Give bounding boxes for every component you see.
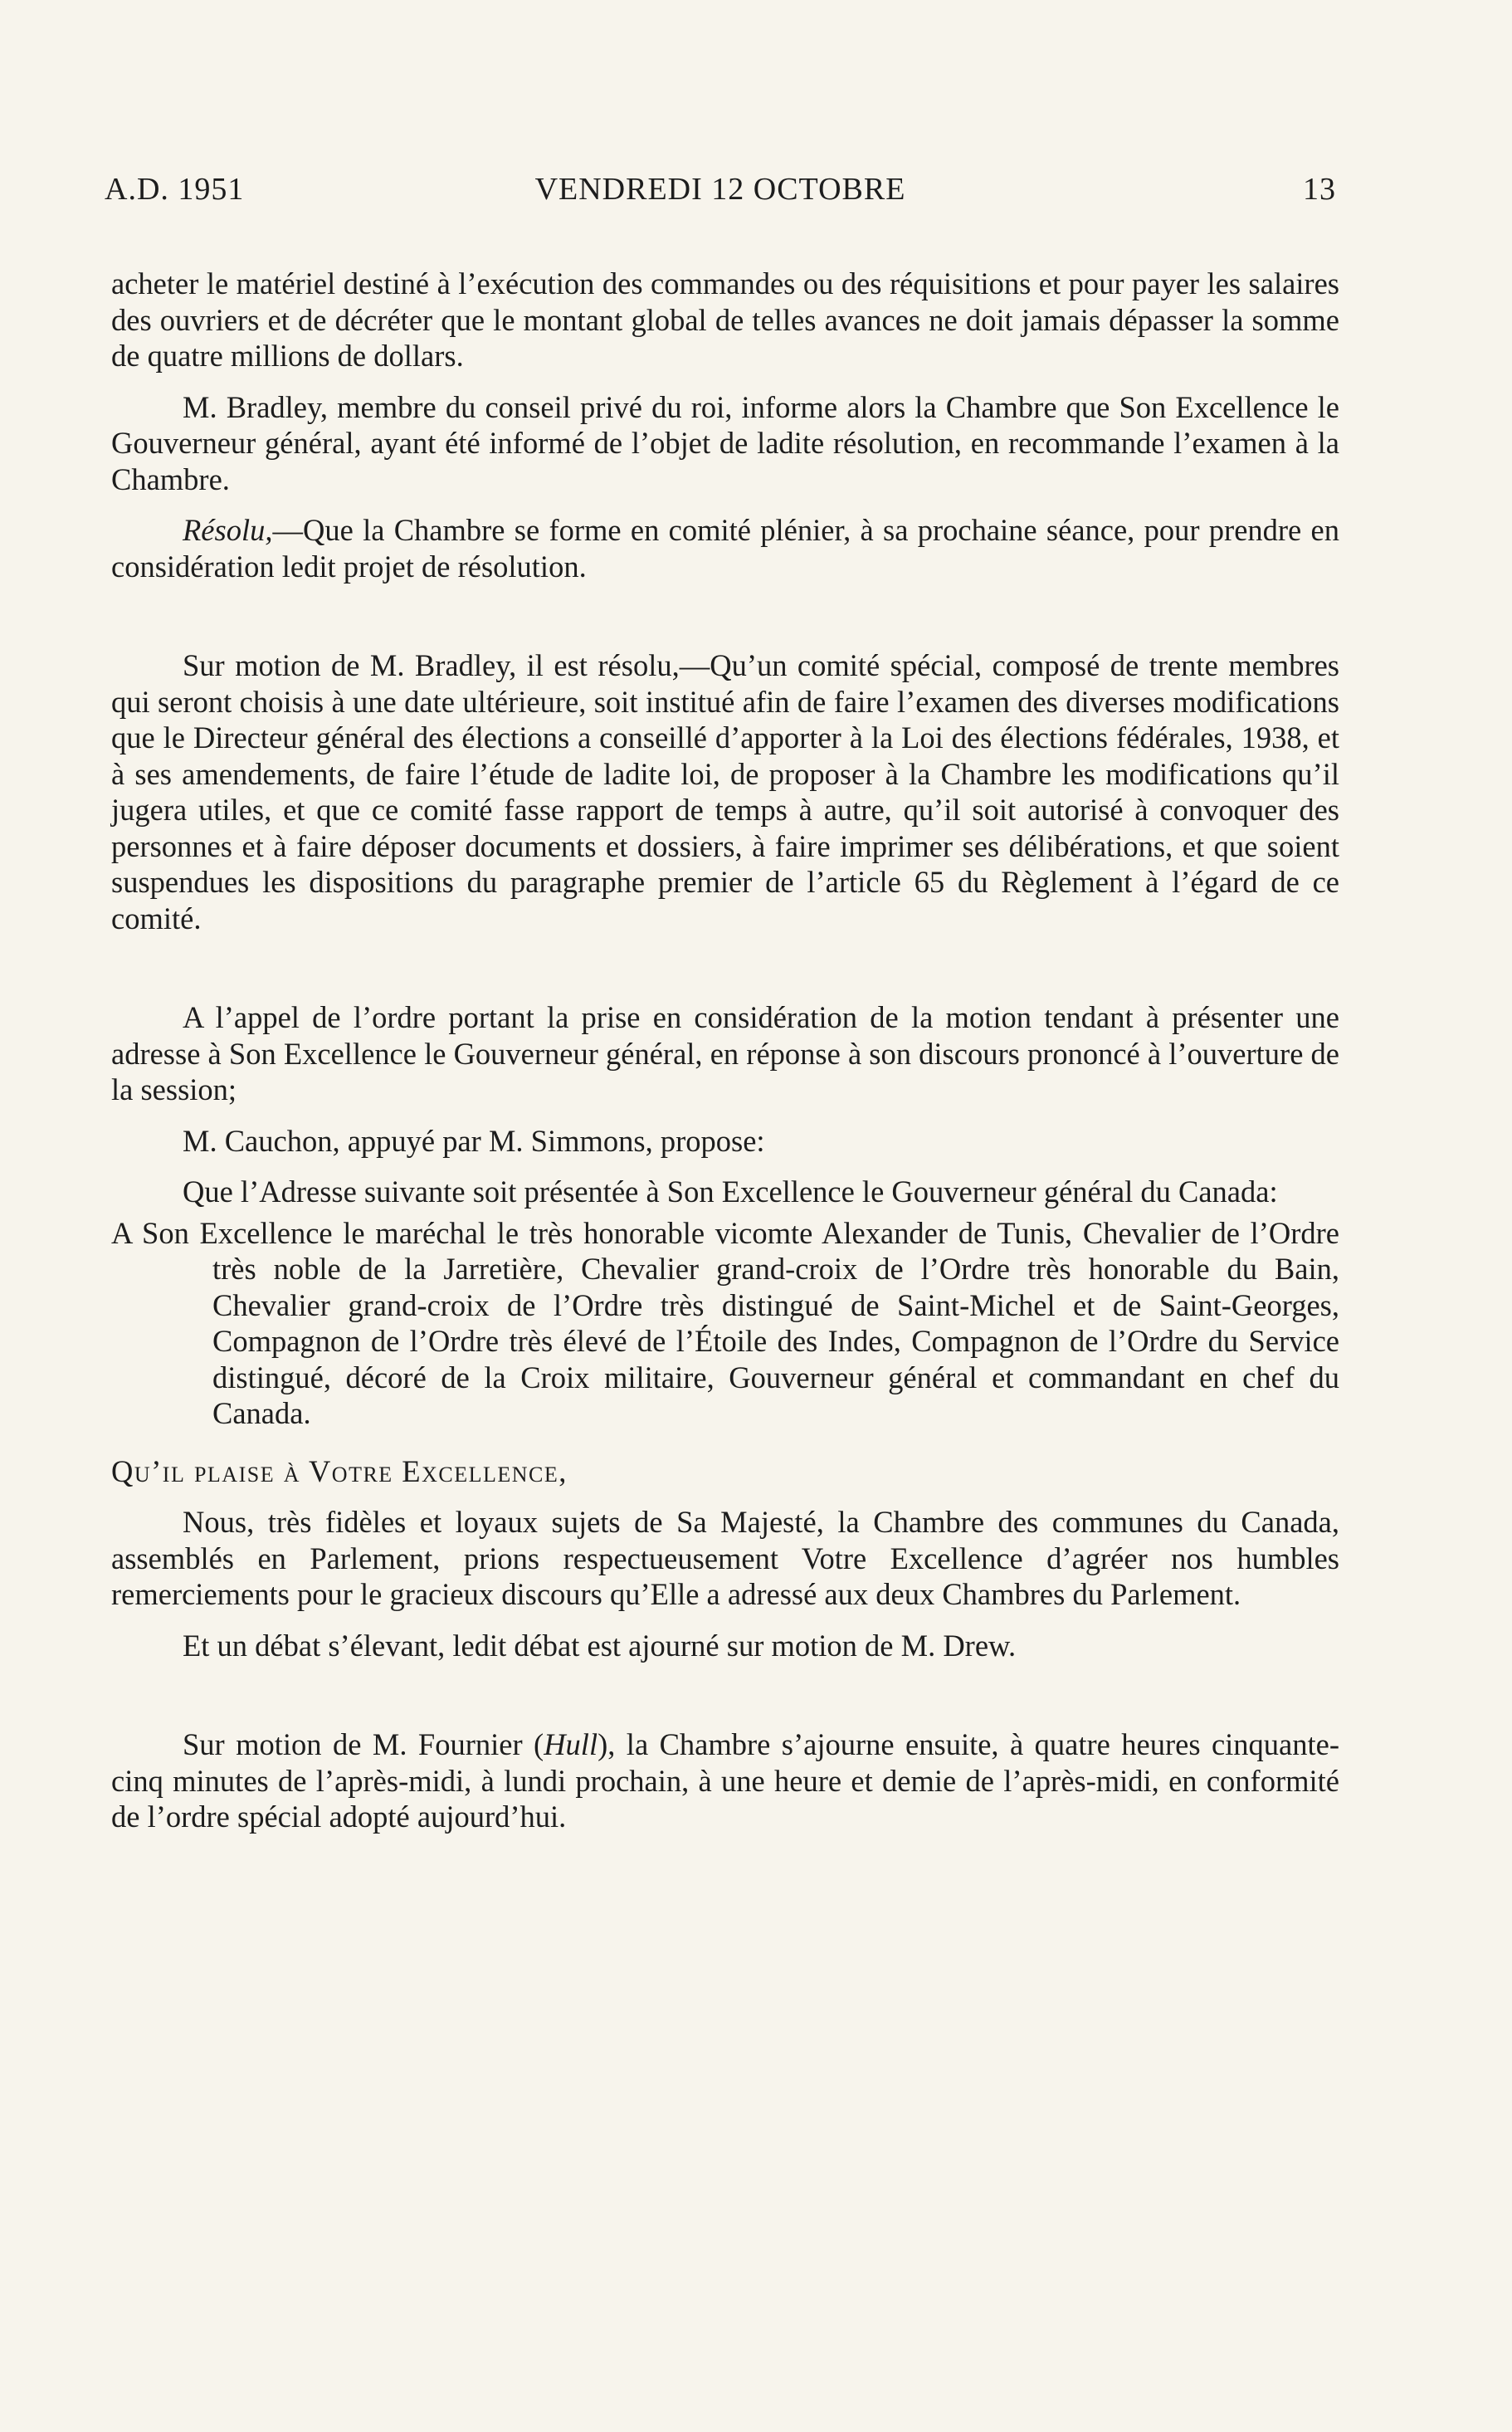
paragraph-special-committee: Sur motion de M. Bradley, il est résolu,—Qu’un comité spécial, composé de trente membres qui seront choisis à une date ultérieure, soit institué afin de faire l’examen des diverses modifications que le Directeur général des élections a conseillé d’apporter à la Loi des élections fédérales, 1938, et à ses amendements, de faire l’étude de ladite loi, de proposer à la Chambre les modifications qu’il jugera utiles, et que ce comité fasse rapport de temps à autre, qu’il soit autorisé à convoquer des personnes et à faire déposer documents et dossiers, à faire imprimer ses délibérations, et que soient suspendues les dispositions du paragraphe premier de l’article 65 du Règlement à l’égard de ce comité. xyxy=(111,648,1339,935)
paragraph-resolu xyxy=(111,512,1339,584)
paragraph-address-body: Nous, très fidèles et loyaux sujets de Sa Majesté, la Chambre des communes du Canada, assemblés en Parlement, prions respectueusement Votre Excellence d’agréer nos humbles remerciements pour le gracieux discours qu’Elle a adressé aux deux Chambres du Parlement. xyxy=(111,1505,1339,1611)
resolu-text: —Que la Chambre se forme en comité plénier, à sa prochaine séance, pour prendre en considération ledit projet de résolution. xyxy=(111,513,1339,584)
paragraph-adjournment xyxy=(111,1726,1339,1835)
address-salutation: Qu’il plaise à Votre Excellence, xyxy=(111,1453,568,1488)
page-header xyxy=(105,171,1336,217)
paragraph-bradley-recommendation: M. Bradley, membre du conseil privé du roi, informe alors la Chambre que Son Excellence le Gouverneur général, ayant été informé de l’objet de ladite résolution, en recommande l’examen à la Chambre. xyxy=(111,389,1339,496)
resolu-label: Résolu, xyxy=(183,513,273,547)
paragraph-continuation: acheter le matériel destiné à l’exécution des commandes ou des réquisitions et pour payer les salaires des ouvriers et de décréter que le montant global de telles avances ne doit jamais dépasser la somme de quatre millions de dollars. xyxy=(111,266,1339,373)
paragraph-debate-adjourned: Et un débat s’élevant, ledit débat est ajourné sur motion de M. Drew. xyxy=(183,1628,1017,1663)
page-body xyxy=(111,266,1339,1835)
page-number: 13 xyxy=(1303,172,1336,207)
adjournment-riding: Hull xyxy=(544,1727,598,1761)
paragraph-order-of-day: A l’appel de l’ordre portant la prise en considération de la motion tendant à présenter une adresse à Son Excellence le Gouverneur général, en réponse à son discours prononcé à l’ouverture de la session; xyxy=(111,1000,1339,1106)
adjournment-text-a: Sur motion de M. Fournier ( xyxy=(183,1727,544,1761)
header-year: A.D. 1951 xyxy=(105,172,245,207)
paragraph-motion-cauchon: M. Cauchon, appuyé par M. Simmons, propose: xyxy=(183,1123,765,1158)
paragraph-address-recipient: A Son Excellence le maréchal le très honorable vicomte Alexander de Tunis, Chevalier de l’Ordre très noble de la Jarretière, Chevalier grand-croix de l’Ordre très honorable du Bain, Chevalier grand-croix de l’Ordre très distingué de Saint-Michel et de Saint-Georges, Compagnon de l’Ordre très élevé de l’Étoile des Indes, Compagnon de l’Ordre du Service distingué, décoré de la Croix militaire, Gouverneur général et commandant en chef du Canada. xyxy=(111,1215,1339,1430)
adjournment-text-b: ), la Chambre s’ajourne ensuite, à quatre heures cinquante-cinq minutes de l’après-midi, à lundi prochain, à une heure et demie de l’après-midi, en conformité de l’ordre spécial adopté aujourd’hui. xyxy=(111,1727,1339,1834)
header-date: VENDREDI 12 OCTOBRE xyxy=(534,172,906,207)
paragraph-address-intro: Que l’Adresse suivante soit présentée à Son Excellence le Gouverneur général du Canada: xyxy=(183,1174,1278,1209)
